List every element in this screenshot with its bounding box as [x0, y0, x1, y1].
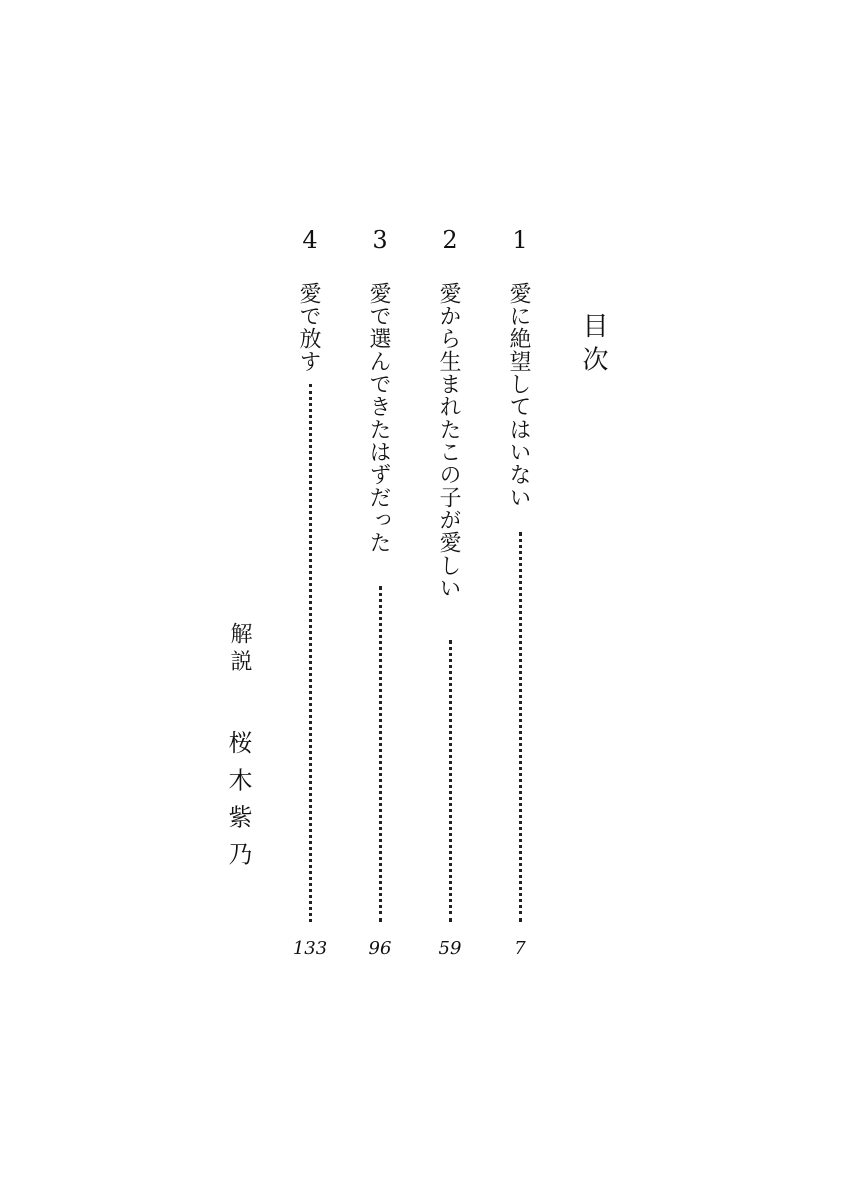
commentator-name: 桜木紫乃: [224, 730, 252, 879]
entry-number: 1: [512, 226, 528, 254]
commentary-label: 解説: [227, 622, 252, 677]
toc-title: 目次: [578, 312, 608, 380]
entry-page-number[interactable]: 59: [438, 938, 462, 959]
entry-page-number[interactable]: 7: [514, 938, 526, 959]
entry-title[interactable]: 愛に絶望してはいない: [506, 282, 531, 509]
leader-dots: [379, 586, 386, 922]
leader-dots: [309, 384, 316, 922]
entry-number: 4: [302, 226, 318, 254]
entry-number: 2: [442, 226, 458, 254]
entry-title[interactable]: 愛で選んできたはずだった: [366, 282, 391, 554]
entry-page-number[interactable]: 133: [292, 938, 328, 959]
entry-title[interactable]: 愛で放す: [296, 282, 321, 373]
entry-page-number[interactable]: 96: [368, 938, 392, 959]
entry-title[interactable]: 愛から生まれたこの子が愛しい: [436, 282, 461, 600]
leader-dots: [519, 532, 526, 922]
leader-dots: [449, 640, 456, 922]
entry-number: 3: [372, 226, 388, 254]
